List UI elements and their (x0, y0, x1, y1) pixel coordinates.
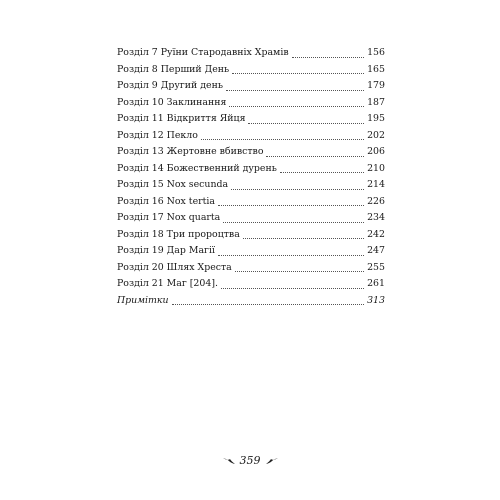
toc-entry-page: 187 (367, 96, 385, 108)
toc-entry-title: Розділ 21 Маг [204]. (117, 278, 218, 289)
toc-entry-title: Розділ 15 Nox secunda (117, 179, 229, 190)
toc-entry-page: 179 (367, 80, 385, 91)
toc-entry-page: 165 (367, 63, 385, 75)
dot-leader (221, 287, 364, 289)
toc-entry-title: Розділ 16 Nox tertia (117, 195, 215, 207)
page-footer (0, 454, 500, 467)
dot-leader (235, 270, 364, 272)
toc-entry (117, 276, 385, 293)
toc-entry-title: Примітки (117, 294, 169, 306)
dot-leader (248, 122, 364, 124)
toc-entry (117, 128, 385, 145)
table-of-contents (117, 45, 385, 309)
toc-entry-page: 226 (367, 195, 385, 207)
toc-entry (117, 227, 385, 244)
toc-entry-title: Розділ 7 Руїни Стародавніх Храмів (117, 47, 289, 58)
toc-entry-title: Розділ 13 Жертовне вбивство (117, 146, 264, 157)
toc-entry-page: 206 (367, 146, 385, 157)
toc-entry (117, 260, 385, 277)
toc-entry-title: Розділ 12 Пекло (117, 129, 198, 141)
dot-leader (232, 72, 364, 74)
toc-entry-page: 234 (367, 212, 385, 223)
dot-leader (280, 171, 364, 173)
toc-entry-page: 242 (367, 228, 385, 240)
toc-entry-page: 247 (367, 245, 385, 256)
dot-leader (172, 303, 365, 305)
toc-entry-title: Розділ 17 Nox quarta (117, 212, 221, 223)
dot-leader (226, 89, 364, 91)
toc-entry (117, 45, 385, 62)
toc-entry (117, 78, 385, 95)
dot-leader (223, 221, 364, 223)
dot-leader (266, 155, 364, 157)
toc-entry-title: Розділ 10 Заклинання (117, 96, 227, 108)
dot-leader (218, 204, 364, 206)
dot-leader (229, 105, 364, 107)
toc-entry-page: 313 (367, 294, 385, 306)
toc-entry-page: 156 (367, 47, 385, 58)
dot-leader (292, 56, 364, 58)
toc-entry-title: Розділ 8 Перший День (117, 63, 230, 75)
toc-entry-page: 255 (367, 261, 385, 273)
toc-entry-title: Розділ 18 Три пророцтва (117, 228, 240, 240)
toc-entry (117, 210, 385, 227)
toc-entry-page: 202 (367, 129, 385, 141)
fleuron-icon (222, 457, 236, 465)
dot-leader (201, 138, 364, 140)
dot-leader (231, 188, 364, 190)
toc-entry-page: 214 (367, 179, 385, 190)
fleuron-icon (265, 457, 279, 465)
toc-entry (117, 95, 385, 112)
toc-entry (117, 177, 385, 194)
dot-leader (218, 254, 364, 256)
toc-entry (117, 161, 385, 178)
toc-entry (117, 194, 385, 211)
toc-entry (117, 144, 385, 161)
page-number: 359 (239, 454, 261, 467)
toc-entry (117, 62, 385, 79)
toc-entry-title: Розділ 9 Другий день (117, 80, 223, 91)
toc-entry-title: Розділ 11 Відкриття Яйця (117, 113, 246, 124)
toc-entry (117, 243, 385, 260)
toc-entry-page: 195 (367, 113, 385, 124)
dot-leader (243, 237, 364, 239)
toc-entry (117, 111, 385, 128)
toc-entry-notes (117, 293, 385, 310)
toc-entry-page: 210 (367, 162, 385, 174)
toc-entry-page: 261 (367, 278, 385, 289)
toc-entry-title: Розділ 19 Дар Магії (117, 245, 215, 256)
toc-entry-title: Розділ 20 Шлях Хреста (117, 261, 232, 273)
toc-entry-title: Розділ 14 Божественний дурень (117, 162, 277, 174)
